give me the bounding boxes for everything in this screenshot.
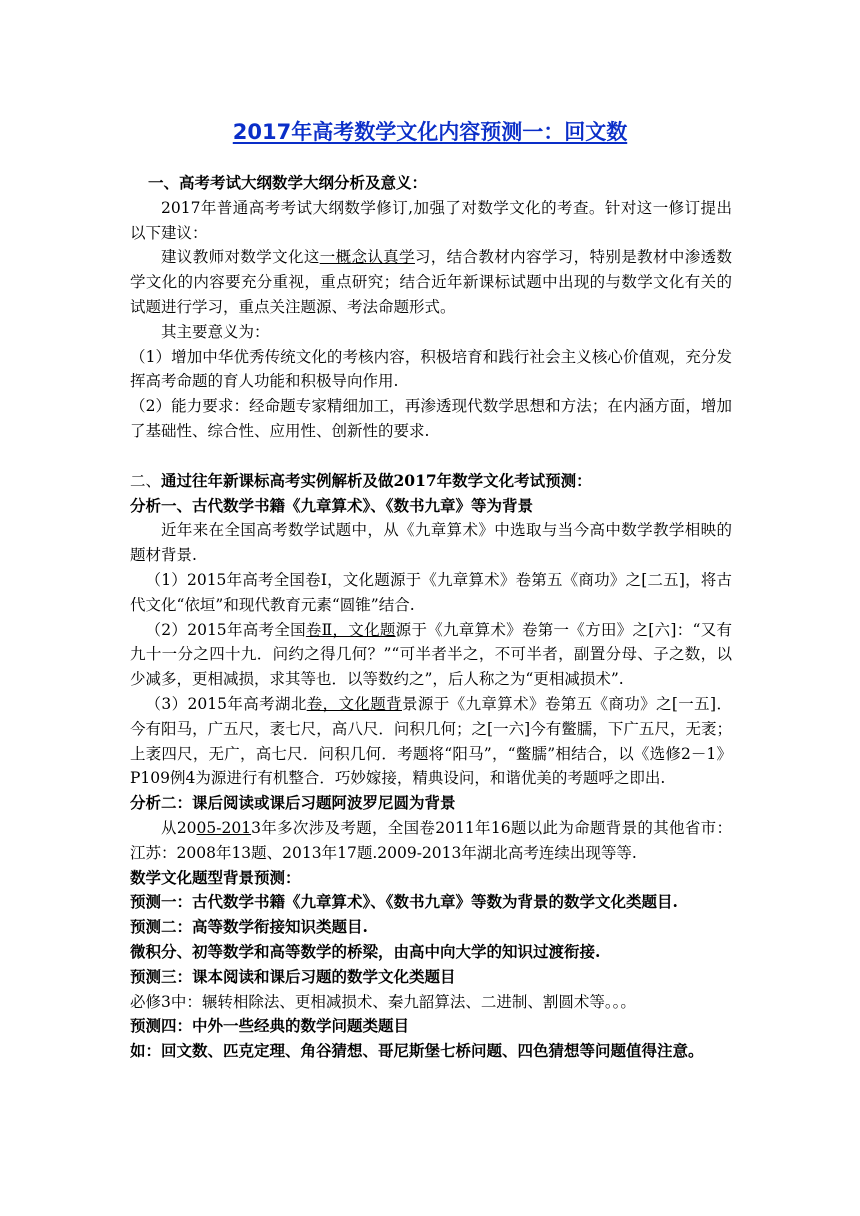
paragraph xyxy=(130,816,732,866)
text-run: 通过往年新课标高考实例解析及做2017年数学文化考试预测： xyxy=(161,470,592,490)
prediction-3: 预测三：课本阅读和课后习题的数学文化类题目 xyxy=(130,966,456,986)
paragraph: （2）能力要求：经命题专家精细加工，再渗透现代数学思想和方法；在内涵方面，增加了基础性、综合性、应用性、创新性的要求. xyxy=(130,397,732,440)
prediction-2-detail: 微积分、初等数学和高等数学的桥梁，由高中向大学的知识过渡衔接. xyxy=(130,941,601,961)
text-run: 二、 xyxy=(130,471,162,490)
text-run: 建议教师对数学文化这 xyxy=(161,248,320,267)
prediction-3-detail: 必修3中：辗转相除法、更相减损术、秦九韶算法、二进制、割圆术等。。。 xyxy=(130,992,636,1011)
text-run: 从20 xyxy=(161,818,197,837)
text-run: 源于《九章算术》卷第一《方田》之[六]：“又有九十一分之四十九．问约之得几何？”“可半者半之，不可半者，副置分母、子之数，以少减多，更相减损，求其等也．以等数约之”，后人称之为“更相减损术”. xyxy=(130,620,732,689)
paragraph: （1）增加中华优秀传统文化的考核内容，积极培育和践行社会主义核心价值观，充分发挥高考命题的育人功能和积极导向作用. xyxy=(130,347,732,391)
paragraph: （1）2015年高考全国卷Ⅰ，文化题源于《九章算术》卷第五《商功》之[二五]，将古代文化“依垣”和现代教育元素“圆锥”结合. xyxy=(130,570,732,614)
underlined-text: 卷Ⅱ，文化题 xyxy=(305,620,396,639)
spacer xyxy=(130,444,732,469)
paragraph xyxy=(130,692,732,791)
text-run: 景源于《九章算术》卷第五《商功》之[一五]．今有阳马，广五尺，袤七尺，高八尺．问积几何；之[一六]今有鳖臑，下广五尺，无袤；上袤四尺，无广，高七尺．问积几何．考题将“阳马”，“鳖臑”相结合，以《选修2－1》P109例4为源进行有机整合．巧妙嫁接，精典设问，和谐优美的考题呼之即出. xyxy=(130,694,732,788)
text-run: 习，结合教材内容学习，特别是教材中渗透数学文化的内容要充分重视，重点研究；结合近年新课标试题中出现的与数学文化有关的试题进行学习，重点关注题源、考法命题形式。 xyxy=(130,248,732,316)
text-run: 3年多次涉及考题，全国卷2011年16题以此为命题背景的其他省市：江苏：2008年13题、2013年17题.2009-2013年湖北高考连续出现等等. xyxy=(130,818,732,862)
underlined-text: 一概念认真学 xyxy=(319,248,415,267)
text-run: （3）2015年高考湖北 xyxy=(145,694,307,713)
section-1-heading: 一、高考考试大纲数学大纲分析及意义： xyxy=(148,173,428,192)
underlined-text: 05-201 xyxy=(196,818,252,837)
prediction-4: 预测四：中外一些经典的数学问题类题目 xyxy=(130,1016,410,1036)
paragraph xyxy=(130,245,732,319)
section-2-heading xyxy=(130,469,732,494)
text-run: （2）2015年高考全国 xyxy=(145,620,306,639)
analysis-2-heading: 分析二：课后阅读或课后习题阿波罗尼圆为背景 xyxy=(130,793,456,813)
analysis-1-heading: 分析一、古代数学书籍《九章算术》、《数书九章》等为背景 xyxy=(130,495,534,515)
underlined-text: 卷，文化题背 xyxy=(306,694,402,713)
prediction-1: 预测一：古代数学书籍《九章算术》、《数书九章》等数为背景的数学文化类题目. xyxy=(130,892,678,912)
document-title: 2017年高考数学文化内容预测一：回文数 xyxy=(232,120,628,144)
prediction-4-detail: 如：回文数、匹克定理、角谷猜想、哥尼斯堡七桥问题、四色猜想等问题值得注意。 xyxy=(130,1041,704,1061)
document-body xyxy=(130,171,732,1064)
prediction-2: 预测二：高等数学衔接知识类题目. xyxy=(130,917,368,937)
paragraph xyxy=(130,618,732,692)
paragraph: 其主要意义为： xyxy=(161,322,270,341)
paragraph: 2017年普通高考考试大纲数学修订,加强了对数学文化的考查。针对这一修订提出以下建议： xyxy=(130,198,732,242)
paragraph: 近年来在全国高考数学试题中，从《九章算术》中选取与当今高中数学教学相映的题材背景. xyxy=(130,521,732,565)
prediction-heading: 数学文化题型背景预测： xyxy=(130,867,301,887)
